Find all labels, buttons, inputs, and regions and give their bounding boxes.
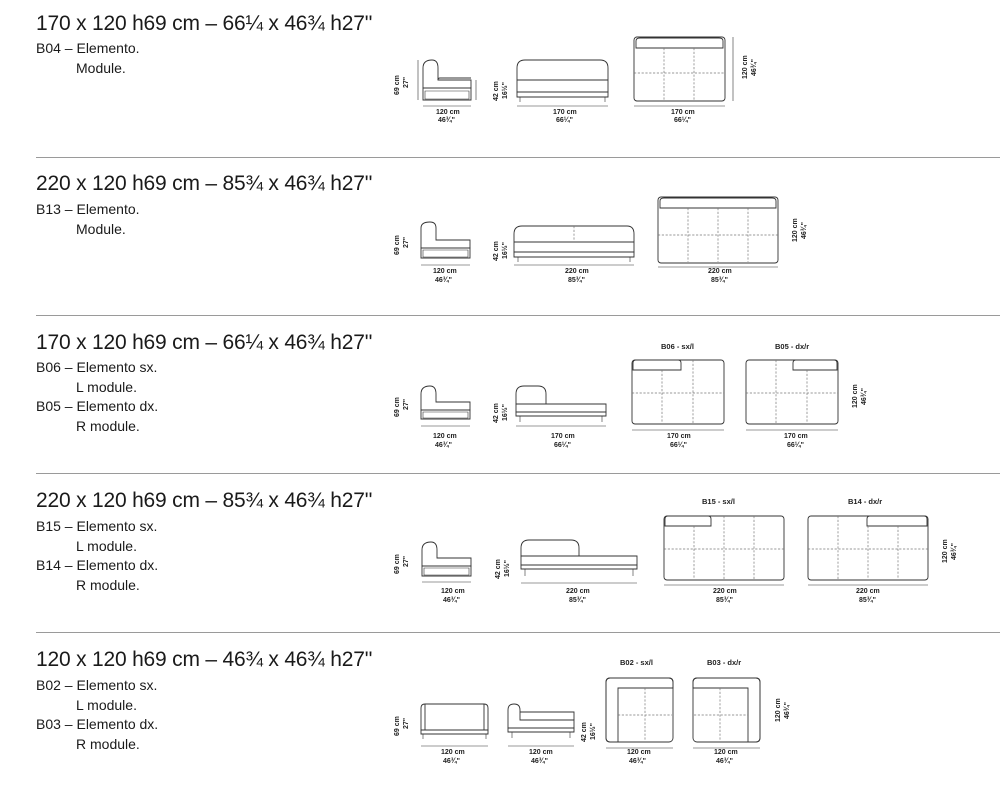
depth-cm: 120 cm [441,588,465,595]
section-4-line-4: R module. [76,576,140,593]
section-3-line-1: B06 – Elemento sx. [36,359,158,375]
front-width-cm: 220 cm [566,588,590,595]
section-4-drawings [0,480,1000,620]
right-width-cm: 120 cm [714,749,738,756]
section-4-title: 220 x 120 h69 cm – 85¾ x 46¾ h27'' [36,489,373,512]
left-module-label: B15 - sx/l [702,497,735,506]
section-3-line-2: L module. [76,378,137,395]
side-view [422,542,471,582]
seat-cm: 42 cm [493,403,500,423]
top-view-right [808,516,928,585]
depth-in-a: 46¾" [443,758,460,765]
left-width-in: 85¾" [716,597,733,604]
height-in: 27" [403,76,410,88]
section-1-title: 170 x 120 h69 cm – 66¼ x 46¾ h27'' [36,12,373,35]
divider-4 [36,632,1000,633]
top-view-right [746,360,838,430]
height-cm: 69 cm [394,235,401,255]
top-depth-in: 46¾" [801,222,808,239]
right-width-in: 85¾" [859,597,876,604]
front-view [514,226,634,265]
section-1-code: B04 – Elemento. [36,40,140,56]
depth-cm-b: 120 cm [529,749,553,756]
top-depth-cm: 120 cm [852,384,859,408]
top-depth-in: 46¾" [951,543,958,560]
left-width-cm: 220 cm [713,588,737,595]
front-view [521,540,637,583]
divider-1 [36,157,1000,158]
divider-2 [36,315,1000,316]
divider-3 [36,473,1000,474]
section-5-title: 120 x 120 h69 cm – 46¾ x 46¾ h27'' [36,648,373,671]
top-depth-in: 46¾" [784,702,791,719]
side-view [418,60,476,106]
side-view-b [508,704,574,746]
front-width-in: 66¼" [556,117,573,124]
top-width-in: 66¼" [674,117,691,124]
depth-cm: 120 cm [433,433,457,440]
left-module-label: B02 - sx/l [620,658,653,667]
top-depth-in: 46¾" [751,59,758,76]
section-5-line-4: R module. [76,735,140,752]
section-1-drawings [0,0,1000,140]
top-view-left [632,360,724,430]
section-2-drawings [0,160,1000,300]
seat-cm: 42 cm [495,559,502,579]
top-view [658,197,778,267]
height-cm: 69 cm [394,397,401,417]
top-depth-cm: 120 cm [792,218,799,242]
seat-in: 16½" [502,82,509,99]
right-module-label: B05 - dx/r [775,342,810,351]
left-width-cm: 120 cm [627,749,651,756]
depth-in: 46¾" [443,597,460,604]
height-in: 27" [403,236,410,248]
seat-in: 16½" [502,242,509,259]
height-in: 27" [403,398,410,410]
front-width-in: 66¼" [554,442,571,449]
section-2-title: 220 x 120 h69 cm – 85¾ x 46¾ h27'' [36,172,373,195]
right-width-in: 46¾" [716,758,733,765]
depth-in: 46¾" [435,442,452,449]
left-width-cm: 170 cm [667,433,691,440]
left-width-in: 46¾" [629,758,646,765]
section-1-module: Module. [76,59,126,76]
section-5-line-3: B03 – Elemento dx. [36,716,159,732]
front-view [517,60,608,106]
right-width-cm: 220 cm [856,588,880,595]
section-2-code: B13 – Elemento. [36,201,140,217]
left-module-label: B06 - sx/l [661,342,694,351]
right-module-label: B03 - dx/r [707,658,742,667]
seat-cm: 42 cm [581,722,588,742]
top-view-left [606,678,673,748]
top-depth-in: 46¾" [861,388,868,405]
front-view-a [421,704,488,746]
height-in: 27" [403,717,410,729]
section-2-module: Module. [76,220,126,237]
section-5-drawings [0,640,1000,780]
top-view-left [664,516,784,585]
top-view-right [693,678,760,748]
depth-cm: 120 cm [433,268,457,275]
seat-cm: 42 cm [493,81,500,101]
front-width-in: 85¾" [569,597,586,604]
section-3-title: 170 x 120 h69 cm – 66¼ x 46¾ h27'' [36,331,373,354]
height-cm: 69 cm [394,716,401,736]
section-3-line-3: B05 – Elemento dx. [36,398,159,414]
top-width-in: 85¾" [711,277,728,284]
seat-cm: 42 cm [493,241,500,261]
seat-in: 16½" [504,560,511,577]
seat-in: 16½" [590,723,597,740]
front-width-cm: 170 cm [551,433,575,440]
height-cm: 69 cm [394,75,401,95]
front-width-cm: 220 cm [565,268,589,275]
top-depth-cm: 120 cm [775,698,782,722]
depth-in-b: 46¾" [531,758,548,765]
top-depth-cm: 120 cm [942,539,949,563]
top-depth-cm: 120 cm [742,55,749,79]
front-width-in: 85¾" [568,277,585,284]
section-5-line-1: B02 – Elemento sx. [36,677,158,693]
top-view [634,37,733,106]
depth-in: 46¾" [435,277,452,284]
side-view [421,222,470,265]
section-3-drawings [0,320,1000,460]
section-3-line-4: R module. [76,417,140,434]
section-4-line-2: L module. [76,537,137,554]
height-in: 27" [403,555,410,567]
right-width-in: 66¼" [787,442,804,449]
right-module-label: B14 - dx/r [848,497,883,506]
depth-cm-a: 120 cm [441,749,465,756]
left-width-in: 66¼" [670,442,687,449]
height-cm: 69 cm [394,554,401,574]
section-4-line-1: B15 – Elemento sx. [36,518,158,534]
depth-in: 46¾" [438,117,455,124]
top-width-cm: 170 cm [671,109,695,116]
seat-in: 16½" [502,404,509,421]
front-view [516,386,606,426]
front-width-cm: 170 cm [553,109,577,116]
right-width-cm: 170 cm [784,433,808,440]
side-view [421,386,470,426]
section-5-line-2: L module. [76,696,137,713]
depth-cm: 120 cm [436,109,460,116]
top-width-cm: 220 cm [708,268,732,275]
section-4-line-3: B14 – Elemento dx. [36,557,159,573]
